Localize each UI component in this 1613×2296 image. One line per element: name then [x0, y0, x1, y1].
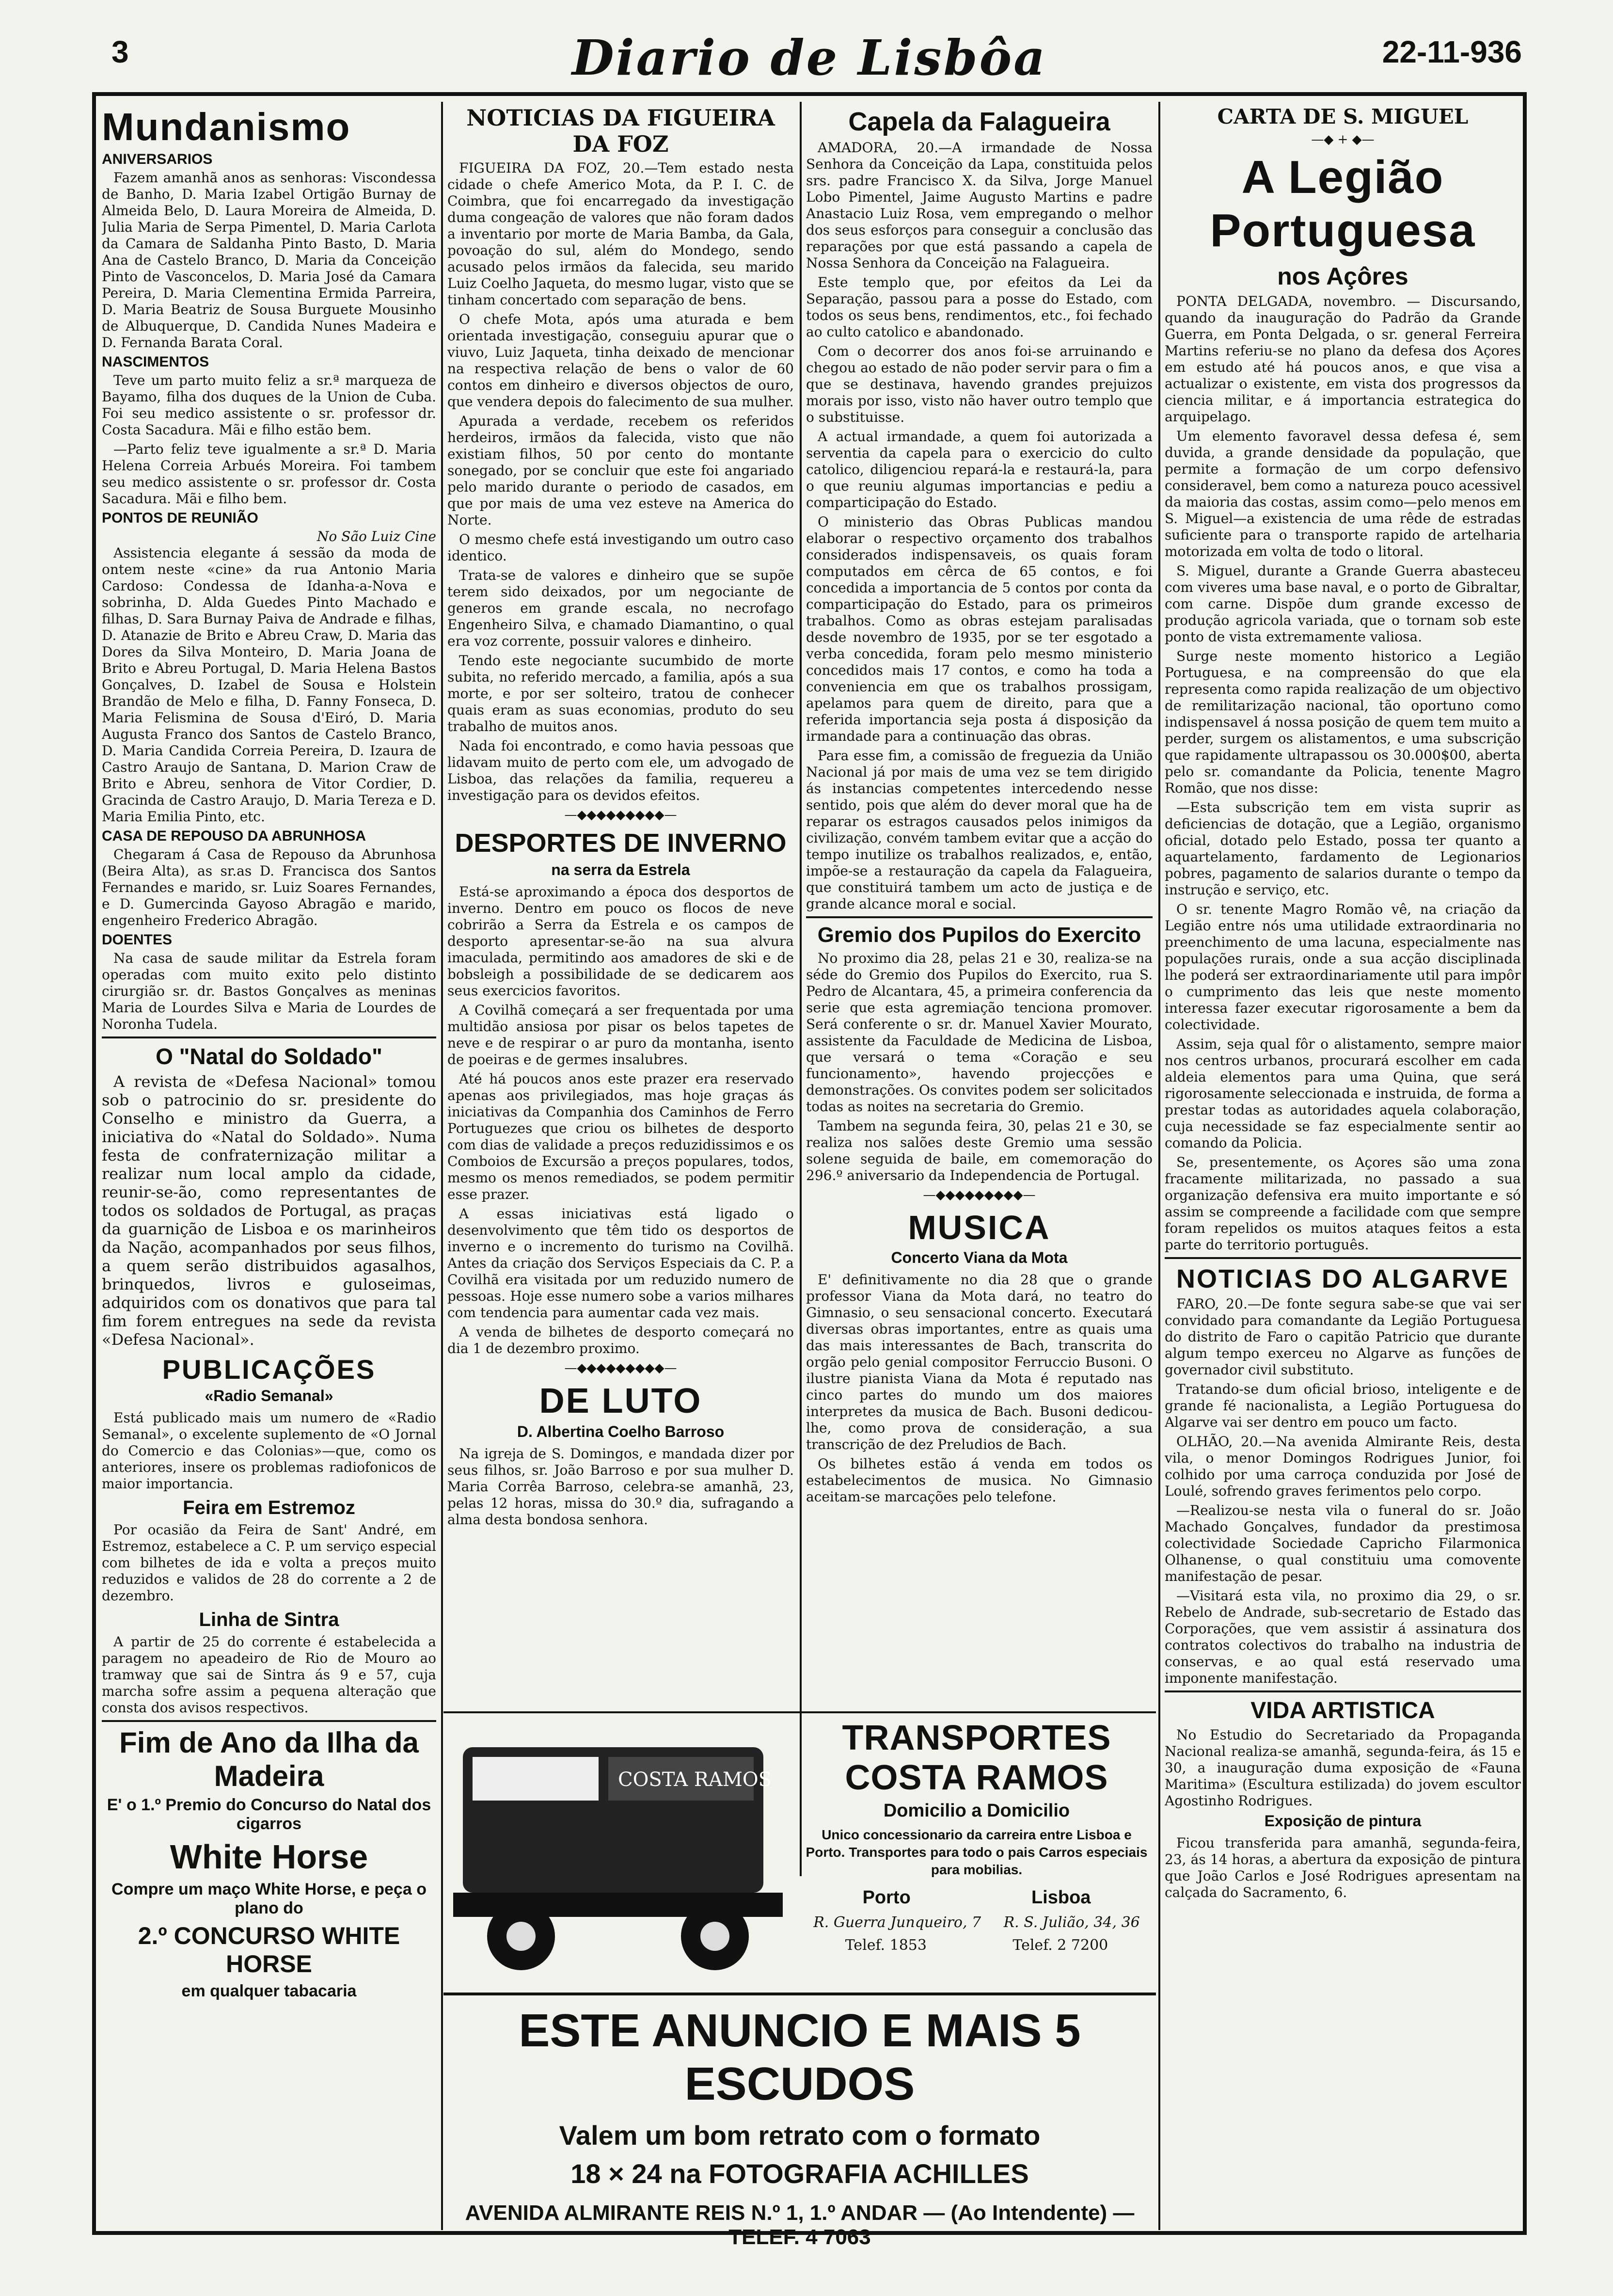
natal-text: A revista de «Defesa Nacional» tomou sob o patrocinio do sr. presidente do Conselho e ministro da Guerra, a iniciativa do «Natal do Soldado». Numa festa de confraternização militar a realizar num local amplo da cidade, reunir-se-ão, como representantes de todos os soldados de Portugal, as praças da guarnição de Lisboa e os marinheiros da Nação, acompanhados por seus filhos, a quem serão distribuidos agasalhos, brinquedos, livros e guloseimas, adquiridos com os donativos que para tal fim forem entregues na sede da revista «Defesa Nacional».	[102, 1072, 436, 1349]
transportes-porto-tel: Telef. 1853	[845, 1937, 927, 1954]
capela-text: Para esse fim, a comissão de freguezia da União Nacional já por mais de uma vez se tem dirigido ás instancias competentes intercedendo nesse sentido, pois que além do dever moral que ha de reparar os estragos causados pelos inimigos da civilização, convém tambem evitar que a acção do tempo inutilize os trabalhos realizados, e, então, impõe-se a restauração da capela da Falagueira, que constituirá tambem um acto de justiça e de grande alcance moral e social.	[806, 748, 1153, 912]
gremio-heading: Gremio dos Pupilos do Exercito	[817, 923, 1141, 947]
transportes-sub: Domicilio a Domicilio	[883, 1801, 1070, 1821]
legiao-text: Assim, seja qual fôr o alistamento, sempre maior nos centros urbanos, procurará escolher em cada aldeia elementos para uma Quina, que será rigorosamente seleccionada e instruida, de forma a prestar todas as autoridades aquela colaboração, cuja necessidade se faz especialmente sentir ao comando da Policia.	[1165, 1036, 1521, 1151]
column-2	[447, 102, 794, 1876]
publicacoes-heading: PUBLICAÇÕES	[162, 1354, 376, 1385]
figueira-text: Nada foi encontrado, e como havia pessoas que lidavam muito de perto com ele, um advogado de Lisboa, das relações da familia, requereu a investigação para os devidos efeitos.	[447, 738, 794, 803]
transportes-lisboa-tel: Telef. 2 7200	[1012, 1937, 1108, 1954]
doentes-kicker: DOENTES	[102, 932, 173, 948]
doentes-text: Na casa de saude militar da Estrela foram operadas com muito exito pelo distinto cirurgião sr. dr. Bastos Gonçalves as meninas Maria de Lourdes Silva e Maria de Lourdes de Noronha Tudela.	[102, 950, 436, 1032]
figueira-heading: NOTICIAS DA FIGUEIRA DA FOZ	[466, 105, 775, 157]
legiao-text: S. Miguel, durante a Grande Guerra abasteceu com viveres uma base naval, e o porto de Gibraltar, com carne. Dispõe dum grande excesso de produção agricola variada, que o tornam sob este ponto de vista extremamente valiosa.	[1165, 563, 1521, 645]
legiao-text: O sr. tenente Magro Romão vê, na criação da Legião entre nós uma utilidade extraordinaria no preenchimento de uma lacuna, especialmente nas populações rurais, onde a sua acção disciplinada lhe poderá ser extraordinariamente util para impôr o cumprimento das leis que neste momento interessa fazer executar rigorosamente a bem da colectividade.	[1165, 901, 1521, 1033]
feira-text: Por ocasião da Feira de Sant' André, em Estremoz, estabelece a C. P. um serviço especial com bilhetes de ida e volta a preços muito reduzidos e validos de 28 do corrente a 2 de dezembro.	[102, 1522, 436, 1604]
truck-illustration	[443, 1718, 792, 1990]
legiao-sub: nos Açôres	[1277, 263, 1408, 290]
publicacoes-text: Está publicado mais um numero de «Radio Semanal», o excelente suplemento de «O Jornal do Comercio e das Colonias»—que, como os anteriores, insere os problemas radiofonicos de maior importancia.	[102, 1410, 436, 1492]
ad-line2: Valem um bom retrato com o formato	[559, 2120, 1041, 2151]
truck-label: COSTA RAMOS	[618, 1769, 772, 1791]
desportes-text: A essas iniciativas está ligado o desenvolvimento que têm tido os desportos de inverno e o incremento do turismo na Covilhã. Antes da criação dos Serviços Especiais da C. P. a Covilhã era visitada por um reduzido numero de pessoas. Hoje esse numero sobe a varios milhares com tendencia para aumentar cada vez mais.	[447, 1206, 794, 1321]
legiao-heading: A Legião Portuguesa	[1210, 151, 1476, 256]
nascimentos-kicker: NASCIMENTOS	[102, 354, 209, 370]
ad-premio: E' o 1.º Premio do Concurso do Natal dos cigarros	[107, 1796, 431, 1833]
masthead	[92, 29, 1527, 97]
transportes-title: TRANSPORTES COSTA RAMOS	[842, 1719, 1111, 1797]
publicacoes-sub: «Radio Semanal»	[205, 1387, 333, 1404]
figueira-text: Apurada a verdade, recebem os referidos herdeiros, irmãos da falecida, visto que não existiam filhos, 50 por cento do montante sonegado, por se concluir que este foi angariado pelo marido durante o periodo de casados, em que por mais de uma vez esteve na America do Norte.	[447, 413, 794, 528]
capela-text: Este templo que, por efeitos da Lei da Separação, passou para a posse do Estado, com todos os seus bens, rendimentos, etc., foi fechado ao culto catolico e abandonado.	[806, 274, 1153, 340]
capela-text: AMADORA, 20.—A irmandade de Nossa Senhora da Conceição da Lapa, constituida pelos srs. padre Francisco X. da Silva, Jorge Manuel Lobo Pimentel, Jaime Augusto Martins e padre Anastacio Luiz Rosa, vem empregando o melhor dos seus esforços para conseguir a conclusão das reparações por que está passando a capela de Nossa Senhora da Conceição na Falagueira.	[806, 140, 1153, 271]
algarve-text: —Realizou-se nesta vila o funeral do sr. João Machado Gonçalves, fundador da prestimosa colectividade Sociedade Capricho Filarmonica Olhanense, o qual constituiu uma comovente manifestação de pesar.	[1165, 1502, 1521, 1584]
musica-heading: MUSICA	[908, 1209, 1051, 1246]
transportes-porto-addr: R. Guerra Junqueiro, 7	[813, 1914, 981, 1931]
column-1	[102, 102, 436, 2230]
sintra-text: A partir de 25 do corrente é estabelecida a paragem no apeadeiro de Rio de Mouro ao tramway que sai de Sintra ás 9 e 57, cuja marcha sofre assim a pequena alteração que consta dos avisos respectivos.	[102, 1634, 436, 1716]
achilles-ad	[443, 1993, 1156, 2249]
algarve-text: OLHÃO, 20.—Na avenida Almirante Reis, desta vila, o menor Domingos Rodrigues Junior, foi colhido por uma carroça conduzida por José de Loulé, sofrendo graves ferimentos pelo corpo.	[1165, 1434, 1521, 1499]
aniversarios-kicker: ANIVERSARIOS	[102, 151, 213, 167]
gremio-text: Tambem na segunda feira, 30, pelas 21 e 30, se realiza nos salões deste Gremio uma sessão solene seguida de baile, em comemoração do 296.º aniversario da Independencia de Portugal.	[806, 1118, 1153, 1183]
transportes-lisboa-addr: R. S. Julião, 34, 36	[1003, 1914, 1140, 1931]
figueira-text: FIGUEIRA DA FOZ, 20.—Tem estado nesta cidade o chefe Americo Mota, da P. I. C. de Coimbra, que foi encarregado da investigação duma congeação de valores que não foram dados a inventario por morte de Maria Bamba, da Gala, povoação do sul, além do Mondego, sendo acusado pelos irmãos da falecida, seu marido Luiz Coelho Jaqueta, do mesmo lugar, visto que se tinham concertado com separação de bens.	[447, 160, 794, 308]
aniversarios-text: Fazem amanhã anos as senhoras: Viscondessa de Banho, D. Maria Izabel Ortigão Burnay de Almeida Belo, D. Laura Moreira de Almeida, D. Julia Maria de Serpa Pimentel, D. Maria Carlota da Camara de Saldanha Pinto Basto, D. Maria Ana de Castelo Branco, D. Maria da Conceição Pinto de Vasconcelos, D. Maria José da Camara Pereira, D. Maria Clementina Ermida Parreira, D. Maria Beatriz de Sousa Burguete Mousinho de Albuquerque, D. Candida Nunes Madeira e D. Fernanda Barata Coral.	[102, 170, 436, 351]
desportes-heading: DESPORTES DE INVERNO	[455, 829, 787, 858]
desportes-text: A venda de bilhetes de desporto começará no dia 1 de dezembro proximo.	[447, 1324, 794, 1356]
ornament-divider: —◆◆◆◆◆◆◆◆◆—	[564, 808, 677, 822]
musica-text: Os bilhetes estão á venda em todos os estabelecimentos de musica. No Gimnasio aceitam-se marcações pelo telefone.	[806, 1456, 1153, 1505]
column-rule	[441, 102, 443, 2230]
algarve-text: FARO, 20.—De fonte segura sabe-se que vai ser convidado para comandante da Legião Portuguesa do distrito de Faro o capitão Patricio que durante algum tempo exerceu no Algarve as funções de governador civil substituto.	[1165, 1296, 1521, 1378]
casa-text: Chegaram á Casa de Repouso da Abrunhosa (Beira Alta), as sr.as D. Francisca dos Santos Fernandes e marido, sr. Luiz Soares Fernandes, e D. Gumercinda Gayoso Abragão e marido, engenheiro Frederico Abragão.	[102, 846, 436, 928]
nascimentos-text: Teve um parto muito feliz a sr.ª marqueza de Bayamo, filha dos duques de la Union de Cuba. Foi seu medico assistente o sr. professor dr. Costa Sacadura. Mãi e filho estão bem.	[102, 372, 436, 438]
exposicao-text: Ficou transferida para amanhã, segunda-feira, 23, ás 14 horas, a abertura da exposição de pintura que João Carlos e José Rodrigues apresentam na calçada do Sacramento, 6.	[1165, 1835, 1521, 1900]
divider	[1165, 1257, 1521, 1259]
feira-heading: Feira em Estremoz	[183, 1497, 355, 1518]
algarve-text: Tratando-se dum oficial brioso, inteligente e de grande fé nacionalista, a Legião Portuguesa do Algarve vai ser dentro em pouco um facto.	[1165, 1381, 1521, 1430]
ad-line4: AVENIDA ALMIRANTE REIS N.º 1, 1.º ANDAR — (Ao Intendente) — TELEF. 4 7063	[465, 2201, 1135, 2249]
column-rule	[1158, 102, 1160, 2230]
ad-concurso: 2.º CONCURSO WHITE HORSE	[138, 1922, 400, 1977]
capela-text: Com o decorrer dos anos foi-se arruinando e chegou ao estado de não poder servir para o fim a que se destinava, havendo grandes prejuizos morais por isso, visto não haver outro templo que o substituisse.	[806, 343, 1153, 425]
legiao-text: Se, presentemente, os Açores são uma zona fracamente militarizada, no passado a sua organização defensiva era muito importante e só assim se compreende a facilidade com que sempre foram repelidos os muitos ataques feitos a esta parte do territorio português.	[1165, 1154, 1521, 1253]
newspaper-title: Diario de Lisbôa	[571, 29, 1047, 86]
desportes-text: A Covilhã começará a ser frequentada por uma multidão ansiosa por pisar os belos tapetes de neve e de respirar o ar puro da montanha, isento de poeiras e de germes insalubres.	[447, 1002, 794, 1068]
nascimentos-text: —Parto feliz teve igualmente a sr.ª D. Maria Helena Correia Arbués Moreira. Foi tambem seu medico assistente o sr. professor dr. Costa Sacadura. Mãi e filho bem.	[102, 441, 436, 507]
musica-text: E' definitivamente no dia 28 que o grande professor Viana da Mota dará, no teatro do Gimnasio, o seu sensacional concerto. Executará diversas obras importantes, entre as quais uma das mais interessantes de Bach, transcrita do orgão pelo genial compositor Ferruccio Busoni. O ilustre pianista Viana da Mota é reputado nas cinco partes do mundo um dos maiores interpretes da musica de Bach. Busoni dedicou-lhe, como prova de consideração, a sua transcrição de dez Preludios de Bach.	[806, 1272, 1153, 1452]
column-4	[1165, 102, 1521, 2230]
legiao-text: PONTA DELGADA, novembro. — Discursando, quando da inauguração do Padrão da Grande Guerra, em Ponta Delgada, o sr. general Ferreira Martins referiu-se no plano da defesa dos Açores em estudo até há poucos anos, e que visa a actualizar o existente, em vista dos progressos da ciencia militar, e á importancia estrategica do arquipelago.	[1165, 293, 1521, 425]
ad-line3: 18 × 24 na FOTOGRAFIA ACHILLES	[570, 2158, 1029, 2189]
ornament-divider: —◆◆◆◆◆◆◆◆◆—	[564, 1361, 677, 1375]
carta-heading: CARTA DE S. MIGUEL	[1217, 105, 1469, 128]
desportes-text: Até há poucos anos este prazer era reservado apenas aos privilegiados, mas hoje graças ás iniciativas da Companhia dos Caminhos de Ferro Portuguezes que criou os bilhetes de desporto com dias de validade a preços reduzidissimos e os Comboios de Excursão a preços populares, todos, mesmo os menos remediados, se podem permitir esse prazer.	[447, 1071, 794, 1202]
transportes-ad-block	[443, 1711, 1156, 1990]
column-rule	[800, 102, 802, 1876]
ornament-divider: —◆◆◆◆◆◆◆◆◆—	[923, 1188, 1036, 1202]
ad-compre: Compre um maço White Horse, e peça o plano do	[111, 1880, 427, 1917]
sintra-heading: Linha de Sintra	[199, 1609, 339, 1630]
ornament-small: —◆ + ◆—	[1311, 132, 1375, 147]
luto-sub: D. Albertina Coelho Barroso	[517, 1423, 725, 1440]
natal-heading: O "Natal do Soldado"	[156, 1044, 382, 1069]
exposicao-heading: Exposição de pintura	[1264, 1812, 1422, 1830]
divider	[1165, 1690, 1521, 1692]
gremio-text: No proximo dia 28, pelas 21 e 30, realiza-se na séde do Gremio dos Pupilos do Exercito, rua S. Pedro de Alcantara, 45, a primeira conferencia da serie que esta agremiação tenciona promover. Será conferente o sr. dr. Manuel Xavier Mourato, assistente da Faculdade de Medicina de Lisboa, que versará o tema «Coração e seu funcionamento», havendo projecções e demonstrações. Os convites podem ser solicitados todas as noites na secretaria do Gremio.	[806, 950, 1153, 1115]
sao-luiz-text: Assistencia elegante á sessão da moda de ontem neste «cine» da rua Antonio Maria Cardoso: Condessa de Idanha-a-Nova e sobrinha, D. Alda Guedes Pinto Machado e filhas, D. Sara Burnay Paiva de Andrade e filhas, D. Atanazie de Brito e Abreu Craw, D. Maria das Dores da Silva Monteiro, D. Maria Joana de Brito e Abreu Portugal, D. Maria Helena Bastos Gonçalves, D. Izabel de Sousa e Holstein Brandão de Melo e filha, D. Fanny Fonseca, D. Maria Felismina de Sousa d'Eiró, D. Maria Augusta Franco dos Santos de Castelo Branco, D. Maria Candida Correia Pereira, D. Izaura de Castro Araujo de Santana, D. Marion Craw de Brito e Abreu, senhora de Vitor Cordier, D. Gracinda de Castro Araujo, D. Maria Tereza e D. Maria Emilia Pinto, etc.	[102, 545, 436, 825]
mundanismo-heading: Mundanismo	[102, 105, 351, 148]
musica-sub: Concerto Viana da Mota	[891, 1249, 1068, 1266]
capela-heading: Capela da Falagueira	[848, 107, 1110, 136]
page-number: 3	[111, 34, 129, 69]
issue-date: 22-11-936	[1382, 34, 1522, 69]
divider	[806, 916, 1153, 918]
algarve-heading: NOTICIAS DO ALGARVE	[1176, 1264, 1510, 1293]
legiao-text: Surge neste momento historico a Legião Portuguesa, e na compreensão do que ela representa como rapida realização de um objectivo de remilitarização nacional, tão oportuno como indispensavel á nossa posição de quem tem muito a perder, surgem os alistamentos, e uma subscrição que rapidamente ultrapassou os 30.000$00, aberta pelo sr. comandante da Policia, tenente Magro Romão, que nos disse:	[1165, 648, 1521, 796]
white-horse-ad	[102, 1726, 436, 2001]
ad-madeira: Fim de Ano da Ilha da Madeira	[119, 1726, 419, 1792]
transportes-lisboa: Lisboa	[1031, 1887, 1091, 1908]
transportes-porto: Porto	[862, 1887, 911, 1908]
luto-text: Na igreja de S. Domingos, e mandada dizer por seus filhos, sr. João Barroso e por sua mulher D. Maria Corrêa Barroso, celebra-se amanhã, 23, pelas 12 horas, missa do 30.º dia, sufragando a alma desta bondosa senhora.	[447, 1446, 794, 1528]
algarve-text: —Visitará esta vila, no proximo dia 29, o sr. Rebelo de Andrade, sub-secretario de Estado das Corporações, que vem assistir á assinatura dos contratos colectivos do trabalho na industria de conservas, e ao qual está reservado uma imponente manifestação.	[1165, 1588, 1521, 1686]
desportes-sub: na serra da Estrela	[551, 861, 690, 878]
casa-kicker: CASA DE REPOUSO DA ABRUNHOSA	[102, 828, 366, 844]
transportes-text: Unico concessionario da carreira entre Lisboa e Porto. Transportes para todo o pais Carros especiais para mobilias.	[806, 1827, 1148, 1877]
desportes-text: Está-se aproximando a época dos desportos de inverno. Dentro em pouco os flocos de neve cobrirão a Serra da Estrela e os campos de desporto apresentar-se-ão na sua alvura imaculada, permitindo aos amadores de ski e de bobsleigh a possibilidade de se dedicarem aos seus exercicios favoritos.	[447, 884, 794, 999]
sao-luiz-kicker: No São Luiz Cine	[316, 528, 436, 544]
pontos-kicker: PONTOS DE REUNIÃO	[102, 510, 258, 526]
legiao-text: Um elemento favoravel dessa defesa é, sem duvida, a grande densidade da população, que permite a formação de um corpo defensivo consideravel, bem como a natureza pouco acessivel da maioria das costas, assim como—pelo menos em S. Miguel—a existencia de uma rêde de estradas suficiente para o transporte rapido de artelharia motorizada em volta de todo o litoral.	[1165, 428, 1521, 559]
column-3	[806, 102, 1153, 1876]
figueira-text: Trata-se de valores e dinheiro que se supõe terem sido deixados, por um negociante de generos em grande escala, no necrofago Engenheiro Silva, e chamado Diamantino, o qual era voz corrente, possuir valores e dinheiro.	[447, 567, 794, 649]
ad-line1: ESTE ANUNCIO E MAIS 5 ESCUDOS	[519, 2005, 1081, 2110]
vida-heading: VIDA ARTISTICA	[1250, 1698, 1435, 1723]
figueira-text: O mesmo chefe está investigando um outro caso identico.	[447, 531, 794, 564]
ad-tabacaria: em qualquer tabacaria	[181, 1982, 357, 2000]
vida-text: No Estudio do Secretariado da Propaganda Nacional realiza-se amanhã, segunda-feira, ás 15 e 30, a inauguração duma exposição de «Fauna Maritima» (Escultura estilizada) do jovem escultor Agostinho Rodrigues.	[1165, 1727, 1521, 1809]
ad-white-horse: White Horse	[170, 1838, 368, 1876]
figueira-text: O chefe Mota, após uma aturada e bem orientada investigação, conseguiu apurar que o viuvo, Luiz Jaqueta, tinha deixado de mencionar na respectiva relação de bens o valor de 60 contos em dinheiro e diversos objectos de ouro, que vendera depois do falecimento de sua mulher.	[447, 311, 794, 410]
divider	[102, 1720, 436, 1722]
capela-text: O ministerio das Obras Publicas mandou elaborar o respectivo orçamento dos trabalhos considerados indispensaveis, os quais foram computados em cêrca de 65 contos, e foi concedida a importancia de 5 contos por conta da comparticipação do Estado, para os primeiros trabalhos. Como as obras estejam paralisadas desde novembro de 1935, por se ter esgotado a verba concedida, foram pelo mesmo ministerio concedidos mais 17 contos, e como ha toda a conveniencia em que os trabalhos prossigam, apelamos para quem de direito, para que a referida importancia seja posta á disposição da irmandade para a continuação das obras.	[806, 514, 1153, 744]
legiao-text: —Esta subscrição tem em vista suprir as deficiencias de dotação, que a Legião, organismo oficial, dotado pelo Estado, possa ter quanto a aquartelamento, fardamento de Legionarios pobres, pagamento de salarios durante o tempo da instrução e serviço, etc.	[1165, 799, 1521, 898]
figueira-text: Tendo este negociante sucumbido de morte subita, no referido mercado, a familia, após a sua morte, e por ser solteiro, tratou de conhecer quais eram as suas economias, produto do seu trabalho de muitos anos.	[447, 653, 794, 734]
luto-heading: DE LUTO	[539, 1382, 702, 1420]
capela-text: A actual irmandade, a quem foi autorizada a serventia da capela para o exercicio do culto catolico, diligenciou repará-la e restaurá-la, para o que reuniu algumas importancias e pediu a comparticipação do Estado.	[806, 429, 1153, 510]
divider	[102, 1036, 436, 1038]
